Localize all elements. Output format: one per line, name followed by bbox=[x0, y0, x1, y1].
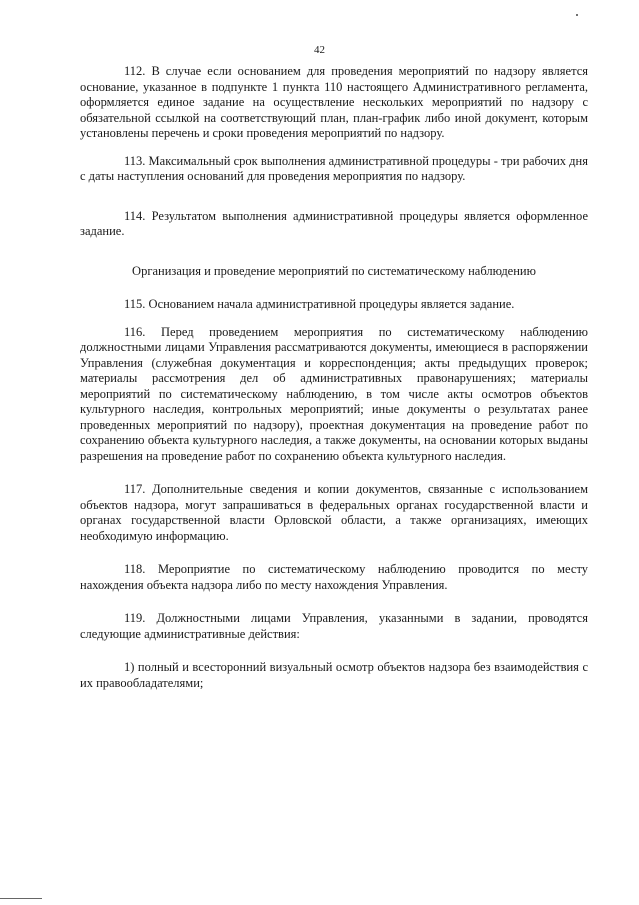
section-heading: Организация и проведение мероприятий по систематическому наблюдению bbox=[132, 263, 536, 278]
scan-mark bbox=[576, 14, 578, 16]
paragraph-119: 119. Должностными лицами Управления, указанными в задании, проводятся следующие административные действия: bbox=[80, 611, 588, 641]
paragraph-114: 114. Результатом выполнения административной процедуры является оформленное задание. bbox=[80, 208, 588, 238]
document-body bbox=[80, 64, 588, 703]
footer-rule bbox=[0, 898, 42, 899]
paragraph-118: 118. Мероприятие по систематическому наблюдению проводится по месту нахождения объекта надзора либо по месту нахождения Управления. bbox=[80, 562, 588, 592]
paragraph-115: 115. Основанием начала административной процедуры является задание. bbox=[124, 297, 515, 311]
paragraph-116: 116. Перед проведением мероприятия по систематическому наблюдению должностными лицами Управления рассматриваются документы, имеющиеся в распоряжении Управления (служебная документация и корреспонденция; акты предыдущих проверок; материалы рассмотрения дел об административных правонарушениях; материалы мероприятий по систематическому наблюдению, в том числе акты осмотров объектов культурного наследия, контрольных мероприятий; иные документы о результатах ранее проведенных мероприятий по надзору), проектная документация на проведение работ по сохранению объекта культурного наследия, а также документы, на основании которых выданы разрешения на проведение работ по сохранению объекта культурного наследия. bbox=[80, 324, 588, 463]
paragraph-117: 117. Дополнительные сведения и копии документов, связанные с использованием объектов надзора, могут запрашиваться в федеральных органах государственной власти и органах государственной власти Орловской области, а также организациях, имеющих необходимую информацию. bbox=[80, 482, 588, 543]
paragraph-113: 113. Максимальный срок выполнения административной процедуры - три рабочих дня с даты наступления оснований для проведения мероприятия по надзору. bbox=[80, 153, 588, 183]
page-number: 42 bbox=[314, 44, 325, 56]
paragraph-112: 112. В случае если основанием для проведения мероприятий по надзору является основание, указанное в подпункте 1 пункта 110 настоящего Административного регламента, оформляется единое задание на осуществление нескольких мероприятий по надзору с обязательной ссылкой на соответствующий план, план-график либо иной документ, которым установлены перечень и сроки проведения мероприятий по надзору. bbox=[80, 64, 588, 140]
paragraph-119-item-1: 1) полный и всесторонний визуальный осмотр объектов надзора без взаимодействия с их правообладателями; bbox=[80, 660, 588, 690]
